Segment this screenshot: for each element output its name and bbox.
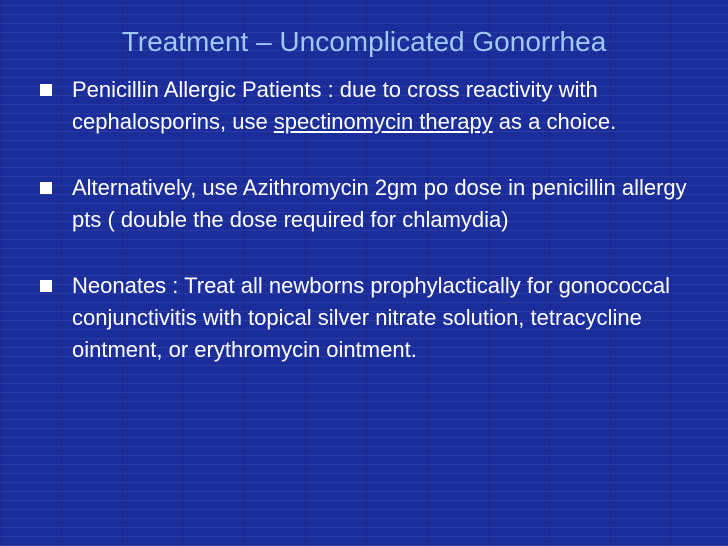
bullet-text: Penicillin Allergic Patients : due to cross reactivity with cephalosporins, use [72,77,598,134]
bullet-text: Alternatively, use Azithromycin 2gm po dose in penicillin allergy pts ( double the dose required for chlamydia) [72,175,687,232]
square-bullet-icon [40,280,52,292]
bullet-penicillin-allergic [0,74,728,138]
bullet-azithromycin [0,172,728,236]
square-bullet-icon [40,182,52,194]
bullet-text: Neonates : Treat all newborns prophylactically for gonococcal conjunctivitis with topical silver nitrate solution, tetracycline ointment, or erythromycin ointment. [72,273,670,362]
slide-title: Treatment – Uncomplicated Gonorrhea [121,26,607,57]
bullet-text-tail: as a choice. [492,109,617,134]
bullet-neonates [0,270,728,366]
spectinomycin-therapy-link[interactable]: spectinomycin therapy [273,109,493,134]
square-bullet-icon [40,84,52,96]
bullet-list [0,74,728,400]
